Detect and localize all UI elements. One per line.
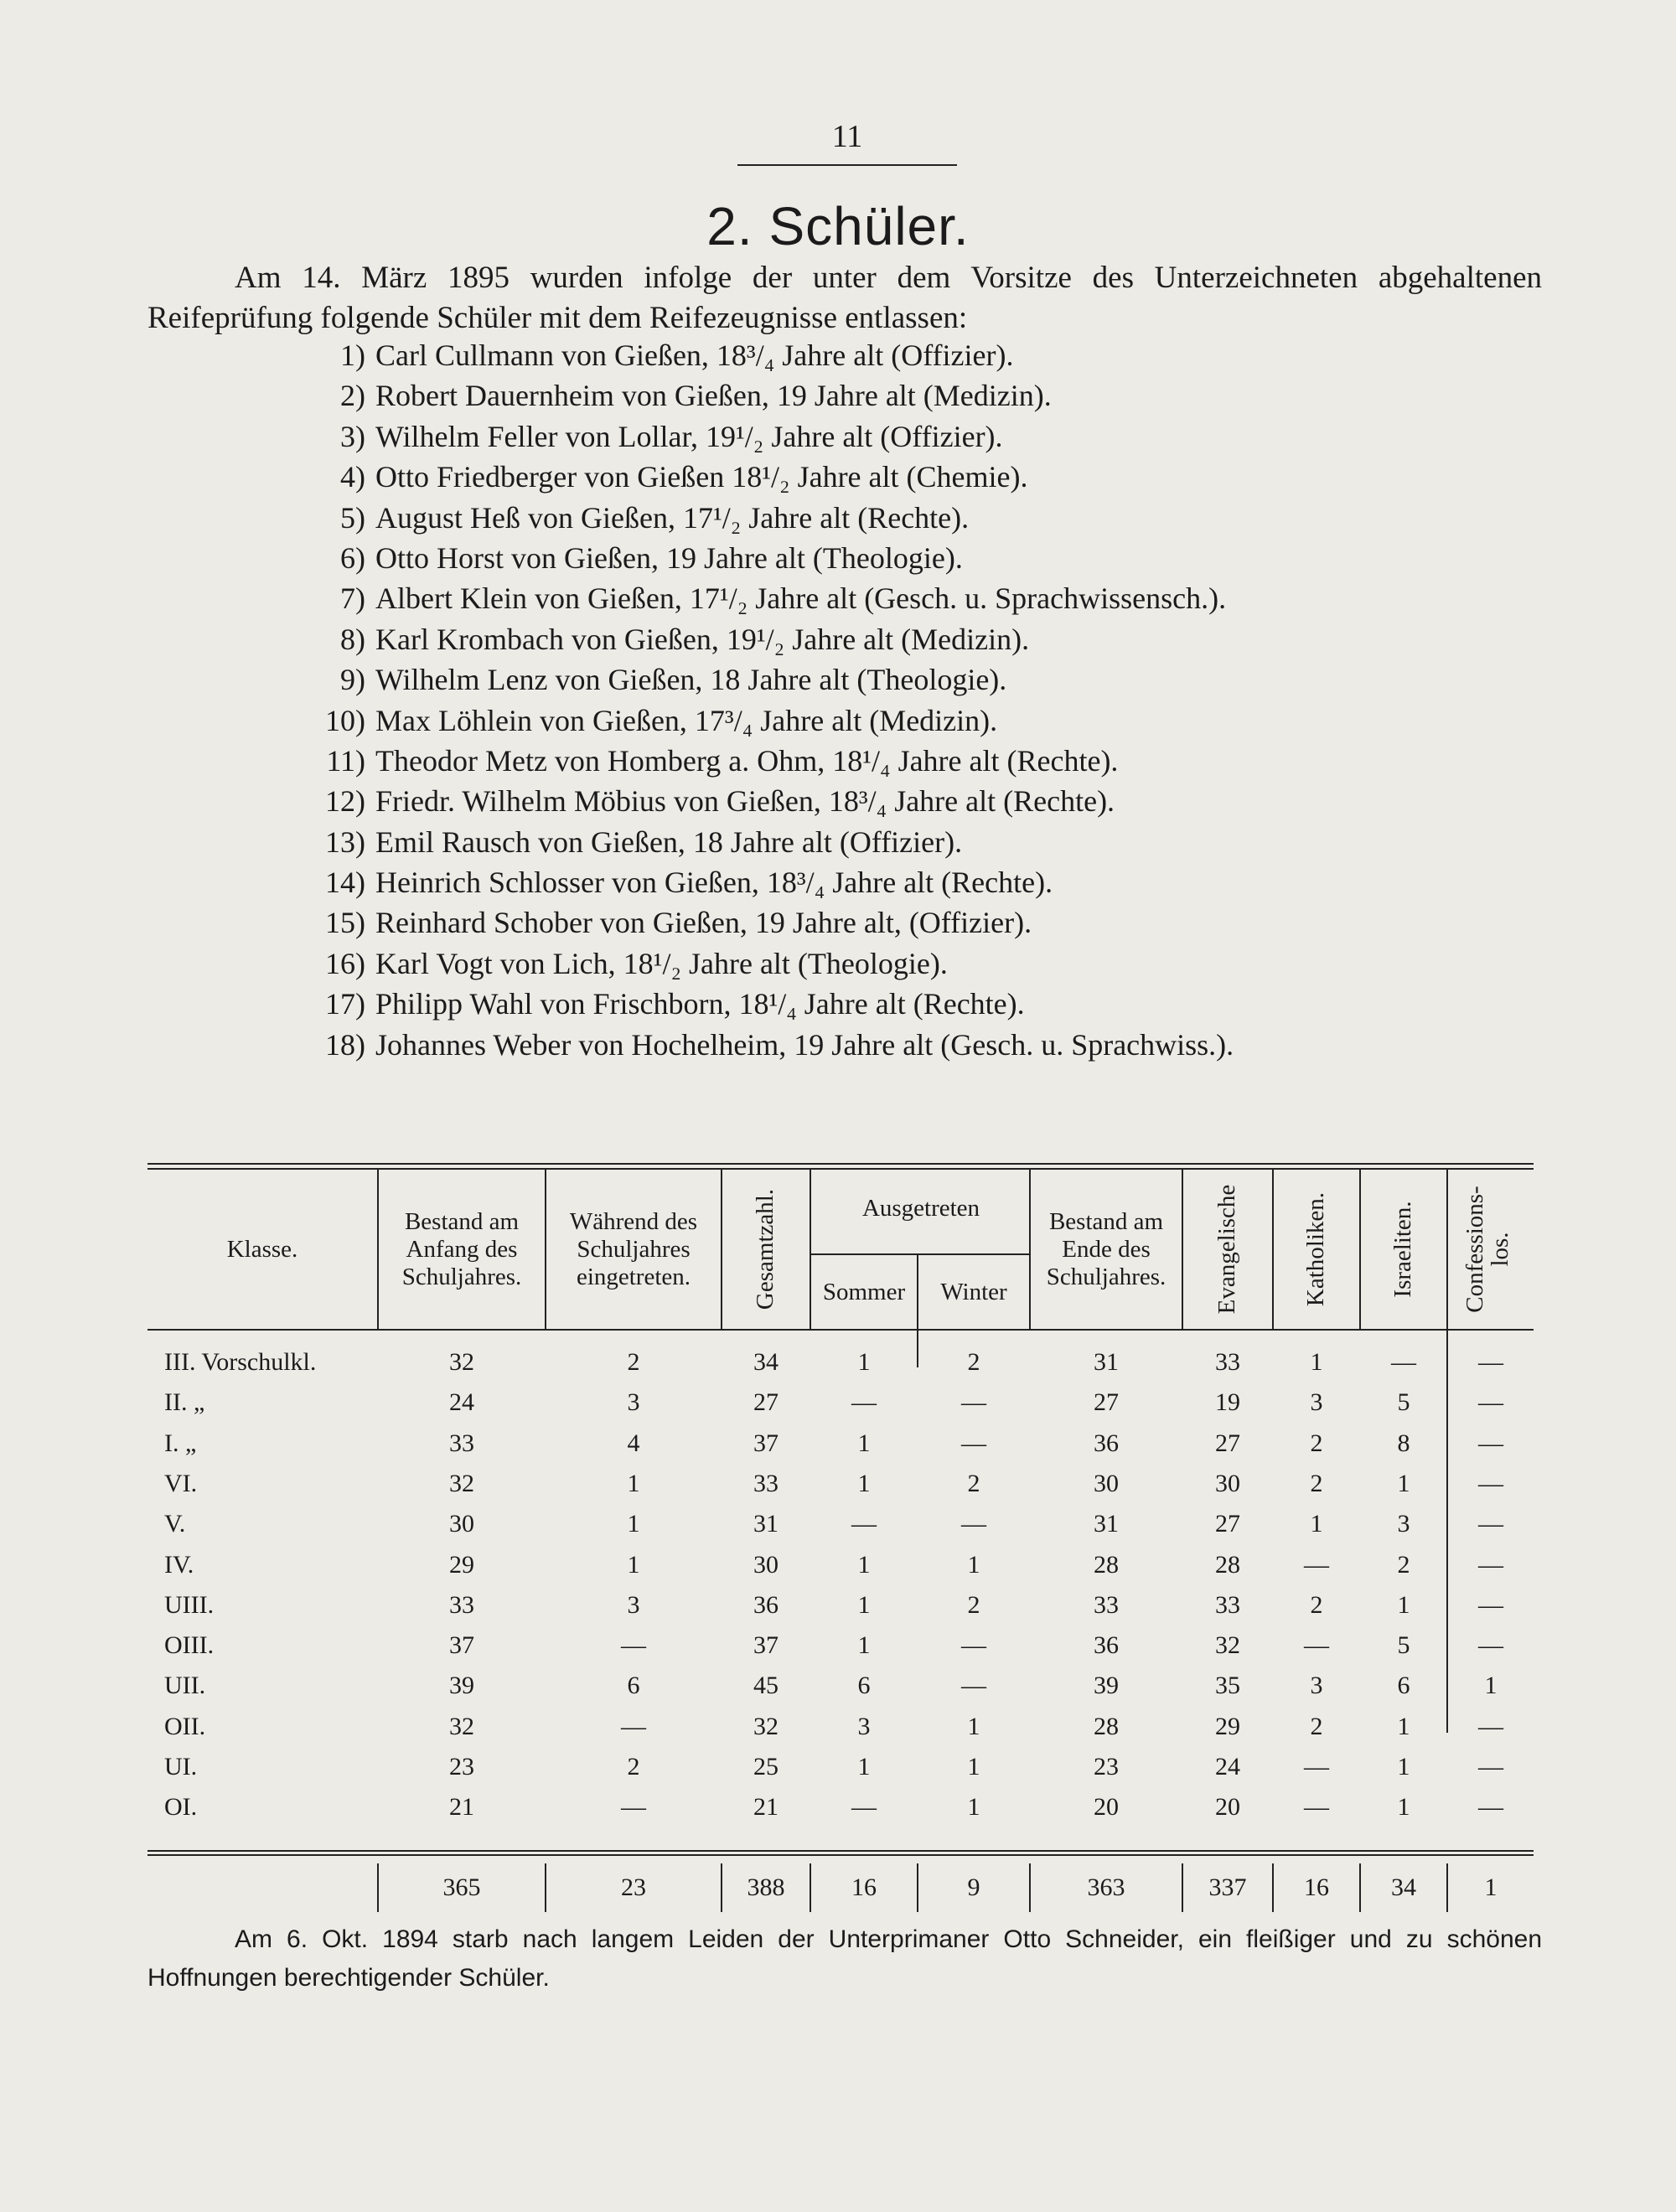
cell-katholiken: — (1304, 1753, 1329, 1780)
total-israeliten: 34 (1391, 1873, 1416, 1901)
item-text: Johannes Weber von Hochelheim, 19 Jahre alt (Gesch. u. Sprachwiss.). (375, 1027, 1234, 1062)
cell-gesamtzahl: 33 (753, 1469, 779, 1497)
cell-sommer: 1 (857, 1469, 871, 1497)
cell-evangelische: 35 (1215, 1672, 1240, 1700)
cell-gesamtzahl: 37 (753, 1429, 779, 1457)
total-bestand-anfang: 365 (442, 1873, 481, 1901)
cell-israeliten: — (1391, 1348, 1416, 1376)
cell-confessionslos: — (1478, 1631, 1503, 1660)
cell-confessionslos: — (1478, 1712, 1503, 1740)
cell-evangelische: 33 (1215, 1348, 1240, 1376)
table-row (147, 1342, 1534, 1382)
cell-bestand-ende: 31 (1094, 1348, 1119, 1376)
table-top-rule (147, 1163, 1534, 1165)
cell-winter: — (961, 1510, 986, 1538)
cell-waehrend: 6 (627, 1672, 640, 1700)
list-item (285, 943, 1542, 984)
list-item (285, 416, 1542, 457)
total-katholiken: 16 (1304, 1873, 1329, 1901)
cell-bestand-anfang: 33 (449, 1429, 474, 1457)
cell-katholiken: — (1304, 1550, 1329, 1579)
table-row (147, 1625, 1534, 1666)
cell-israeliten: 3 (1397, 1510, 1410, 1538)
item-number: 11) (326, 743, 365, 778)
statistics-table (147, 1163, 1534, 1917)
cell-bestand-ende: 39 (1094, 1672, 1119, 1700)
header-klasse: Klasse. (226, 1235, 298, 1263)
column-rule (1359, 1170, 1361, 1329)
cell-confessionslos: — (1478, 1590, 1503, 1619)
list-item (285, 902, 1542, 943)
total-confessionslos: 1 (1484, 1873, 1498, 1901)
item-number: 3) (340, 419, 365, 453)
cell-katholiken: 2 (1310, 1469, 1323, 1497)
cell-sommer: 1 (857, 1590, 871, 1619)
cell-katholiken: 2 (1310, 1590, 1323, 1619)
cell-bestand-anfang: 32 (449, 1348, 474, 1376)
cell-israeliten: 1 (1397, 1753, 1410, 1780)
cell-evangelische: 24 (1215, 1753, 1240, 1780)
cell-katholiken: 3 (1310, 1388, 1323, 1417)
table-row (147, 1504, 1534, 1544)
cell-evangelische: 27 (1215, 1429, 1240, 1457)
cell-waehrend: 1 (627, 1510, 640, 1538)
cell-confessionslos: 1 (1484, 1672, 1498, 1700)
cell-israeliten: 1 (1397, 1469, 1410, 1497)
cell-bestand-anfang: 29 (449, 1550, 474, 1579)
cell-winter: 2 (967, 1590, 980, 1619)
item-number: 12) (325, 784, 365, 819)
cell-bestand-anfang: 30 (449, 1510, 474, 1538)
item-text: Max Löhlein von Gießen, 17³/₄ Jahre alt (Medizin). (375, 703, 998, 737)
cell-gesamtzahl: 25 (753, 1753, 779, 1780)
cell-klasse: UII. (164, 1672, 206, 1700)
header-bestand-anfang: Bestand am Anfang des Schuljahres. (401, 1207, 522, 1290)
cell-israeliten: 5 (1397, 1388, 1410, 1417)
cell-gesamtzahl: 36 (753, 1590, 779, 1619)
page-number-rule (737, 164, 957, 166)
cell-winter: 2 (967, 1469, 980, 1497)
cell-waehrend: 3 (627, 1590, 640, 1619)
cell-confessionslos: — (1478, 1388, 1503, 1417)
cell-israeliten: 6 (1397, 1672, 1410, 1700)
header-sommer: Sommer (822, 1278, 906, 1305)
total-sommer: 16 (851, 1873, 877, 1901)
cell-winter: 1 (967, 1712, 980, 1740)
item-number: 17) (325, 987, 365, 1021)
total-gesamtzahl: 388 (747, 1873, 785, 1901)
cell-winter: — (961, 1672, 986, 1700)
cell-confessionslos: — (1478, 1550, 1503, 1579)
cell-bestand-ende: 23 (1094, 1753, 1119, 1780)
cell-confessionslos: — (1478, 1793, 1503, 1822)
header-israeliten: Israeliten. (1389, 1201, 1416, 1298)
list-item (285, 578, 1542, 618)
cell-confessionslos: — (1478, 1753, 1503, 1780)
cell-confessionslos: — (1478, 1469, 1503, 1497)
cell-katholiken: — (1304, 1631, 1329, 1660)
table-row (147, 1464, 1534, 1504)
item-number: 15) (325, 906, 365, 940)
list-item (285, 659, 1542, 700)
cell-israeliten: 2 (1397, 1550, 1410, 1579)
cell-confessionslos: — (1478, 1348, 1503, 1376)
list-item (285, 335, 1542, 375)
header-ausgetreten: Ausgetreten (861, 1194, 980, 1222)
column-rule (1272, 1170, 1274, 1329)
list-item (285, 822, 1542, 862)
total-winter: 9 (967, 1873, 980, 1901)
list-item (285, 700, 1542, 741)
table-row (147, 1707, 1534, 1747)
item-text: Otto Horst von Gießen, 19 Jahre alt (Theologie). (375, 540, 963, 575)
cell-evangelische: 29 (1215, 1712, 1240, 1740)
table-row (147, 1545, 1534, 1585)
total-evangelische: 337 (1208, 1873, 1247, 1901)
cell-klasse: II. „ (164, 1388, 205, 1417)
list-item (285, 741, 1542, 781)
list-item (285, 457, 1542, 497)
list-item (285, 862, 1542, 902)
cell-bestand-ende: 20 (1094, 1793, 1119, 1822)
table-row (147, 1747, 1534, 1787)
item-number: 16) (325, 946, 365, 980)
cell-evangelische: 33 (1215, 1590, 1240, 1619)
item-text: Theodor Metz von Homberg a. Ohm, 18¹/₄ Jahre alt (Rechte). (375, 743, 1119, 778)
cell-gesamtzahl: 34 (753, 1348, 779, 1376)
cell-bestand-ende: 27 (1094, 1388, 1119, 1417)
item-number: 5) (340, 500, 365, 535)
table-row (147, 1666, 1534, 1706)
cell-sommer: — (851, 1510, 877, 1538)
page-number: 11 (831, 119, 863, 154)
cell-bestand-ende: 36 (1094, 1429, 1119, 1457)
cell-israeliten: 1 (1397, 1590, 1410, 1619)
cell-bestand-anfang: 39 (449, 1672, 474, 1700)
cell-evangelische: 19 (1215, 1388, 1240, 1417)
cell-winter: — (961, 1429, 986, 1457)
table-row (147, 1787, 1534, 1827)
cell-winter: 1 (967, 1550, 980, 1579)
item-number: 8) (340, 622, 365, 656)
cell-evangelische: 27 (1215, 1510, 1240, 1538)
cell-confessionslos: — (1478, 1510, 1503, 1538)
cell-bestand-anfang: 24 (449, 1388, 474, 1417)
cell-israeliten: 1 (1397, 1793, 1410, 1822)
cell-katholiken: 1 (1310, 1348, 1323, 1376)
cell-bestand-anfang: 33 (449, 1590, 474, 1619)
cell-evangelische: 28 (1215, 1550, 1240, 1579)
item-number: 14) (325, 866, 365, 900)
cell-klasse: OII. (164, 1712, 206, 1740)
header-katholiken: Katholiken. (1302, 1191, 1329, 1307)
cell-winter: — (961, 1631, 986, 1660)
cell-katholiken: 3 (1310, 1672, 1323, 1700)
cell-gesamtzahl: 45 (753, 1672, 779, 1700)
cell-sommer: 1 (857, 1429, 871, 1457)
cell-bestand-anfang: 37 (449, 1631, 474, 1660)
cell-waehrend: 4 (627, 1429, 640, 1457)
column-rule (1182, 1170, 1183, 1329)
cell-katholiken: 1 (1310, 1510, 1323, 1538)
cell-klasse: V. (164, 1510, 186, 1538)
header-waehrend: Während des Schuljahres eingetreten. (569, 1207, 698, 1290)
item-text: Reinhard Schober von Gießen, 19 Jahre alt, (Offizier). (375, 906, 1032, 940)
header-gesamtzahl: Gesamtzahl. (752, 1188, 779, 1310)
table-row (147, 1585, 1534, 1625)
cell-winter: 1 (967, 1793, 980, 1822)
cell-sommer: — (851, 1793, 877, 1822)
cell-bestand-anfang: 21 (449, 1793, 474, 1822)
cell-israeliten: 1 (1397, 1712, 1410, 1740)
cell-waehrend: 3 (627, 1388, 640, 1417)
column-rule (721, 1170, 722, 1329)
totals-rule (147, 1850, 1534, 1852)
item-text: Albert Klein von Gießen, 17¹/₂ Jahre alt (Gesch. u. Sprachwissensch.). (375, 581, 1227, 616)
cell-winter: — (961, 1388, 986, 1417)
item-text: August Heß von Gießen, 17¹/₂ Jahre alt (Rechte). (375, 500, 970, 535)
list-item (285, 781, 1542, 821)
cell-israeliten: 8 (1397, 1429, 1410, 1457)
list-item (285, 1025, 1542, 1065)
list-item (285, 619, 1542, 659)
item-text: Friedr. Wilhelm Möbius von Gießen, 18³/₄ Jahre alt (Rechte). (375, 784, 1115, 819)
cell-katholiken: 2 (1310, 1429, 1323, 1457)
cell-klasse: OI. (164, 1793, 198, 1822)
item-text: Robert Dauernheim von Gießen, 19 Jahre alt (Medizin). (375, 379, 1052, 413)
item-text: Heinrich Schlosser von Gießen, 18³/₄ Jahre alt (Rechte). (375, 866, 1053, 900)
cell-katholiken: — (1304, 1793, 1329, 1822)
cell-klasse: UIII. (164, 1590, 215, 1619)
cell-bestand-anfang: 32 (449, 1469, 474, 1497)
cell-bestand-ende: 36 (1094, 1631, 1119, 1660)
cell-klasse: III. Vorschulkl. (164, 1348, 317, 1376)
item-text: Karl Vogt von Lich, 18¹/₂ Jahre alt (Theologie). (375, 946, 948, 980)
column-rule (1446, 1170, 1448, 1329)
totals-row (147, 1858, 1534, 1917)
cell-bestand-ende: 33 (1094, 1590, 1119, 1619)
item-number: 4) (340, 460, 365, 494)
item-number: 9) (340, 663, 365, 697)
cell-bestand-ende: 28 (1094, 1712, 1119, 1740)
cell-sommer: 3 (857, 1712, 871, 1740)
cell-waehrend: — (621, 1712, 646, 1740)
cell-sommer: 1 (857, 1550, 871, 1579)
table-row (147, 1424, 1534, 1464)
item-text: Emil Rausch von Gießen, 18 Jahre alt (Offizier). (375, 824, 963, 859)
cell-evangelische: 32 (1215, 1631, 1240, 1660)
total-waehrend: 23 (621, 1873, 646, 1901)
cell-bestand-ende: 31 (1094, 1510, 1119, 1538)
item-number: 2) (340, 379, 365, 413)
item-number: 18) (325, 1027, 365, 1062)
cell-winter: 2 (967, 1348, 980, 1376)
cell-evangelische: 20 (1215, 1793, 1240, 1822)
cell-bestand-ende: 30 (1094, 1469, 1119, 1497)
cell-gesamtzahl: 27 (753, 1388, 779, 1417)
list-item (285, 498, 1542, 538)
list-item (285, 375, 1542, 416)
cell-katholiken: 2 (1310, 1712, 1323, 1740)
item-text: Carl Cullmann von Gießen, 18³/₄ Jahre alt (Offizier). (375, 339, 1014, 372)
cell-bestand-ende: 28 (1094, 1550, 1119, 1579)
cell-gesamtzahl: 37 (753, 1631, 779, 1660)
header-bottom-rule (147, 1329, 1534, 1331)
cell-israeliten: 5 (1397, 1631, 1410, 1660)
header-winter: Winter (940, 1278, 1007, 1305)
cell-sommer: — (851, 1388, 877, 1417)
cell-bestand-anfang: 32 (449, 1712, 474, 1740)
cell-waehrend: 2 (627, 1753, 640, 1780)
item-number: 7) (340, 581, 365, 616)
cell-evangelische: 30 (1215, 1469, 1240, 1497)
cell-sommer: 1 (857, 1753, 871, 1780)
ausgetreten-sub-rule (811, 1253, 1031, 1255)
cell-sommer: 6 (857, 1672, 871, 1700)
cell-winter: 1 (967, 1753, 980, 1780)
header-confessionslos: Confessions-los. (1461, 1186, 1513, 1313)
item-text: Karl Krombach von Gießen, 19¹/₂ Jahre alt (Medizin). (375, 622, 1030, 656)
item-text: Philipp Wahl von Frischborn, 18¹/₄ Jahre alt (Rechte). (375, 987, 1025, 1021)
cell-klasse: UI. (164, 1753, 198, 1780)
cell-waehrend: 1 (627, 1550, 640, 1579)
item-number: 6) (340, 540, 365, 575)
item-number: 13) (325, 824, 365, 859)
cell-gesamtzahl: 31 (753, 1510, 779, 1538)
cell-waehrend: 2 (627, 1348, 640, 1376)
cell-waehrend: 1 (627, 1469, 640, 1497)
cell-gesamtzahl: 21 (753, 1793, 779, 1822)
cell-klasse: I. „ (164, 1429, 197, 1457)
table-row (147, 1382, 1534, 1423)
cell-klasse: IV. (164, 1550, 194, 1579)
cell-klasse: OIII. (164, 1631, 215, 1660)
cell-waehrend: — (621, 1631, 646, 1660)
list-item (285, 984, 1542, 1024)
cell-waehrend: — (621, 1793, 646, 1822)
totals-rule (147, 1854, 1534, 1856)
item-text: Wilhelm Feller von Lollar, 19¹/₂ Jahre alt (Offizier). (375, 419, 1003, 453)
list-item (285, 538, 1542, 578)
total-bestand-ende: 363 (1087, 1873, 1125, 1901)
header-evangelische: Evangelische (1213, 1184, 1240, 1315)
footnote-paragraph: Am 6. Okt. 1894 starb nach langem Leiden der Unterprimaner Otto Schneider, ein fleißiger und zu schönen Hoffnungen berechtigender Schüler. (147, 1925, 1542, 1992)
cell-confessionslos: — (1478, 1429, 1503, 1457)
item-text: Wilhelm Lenz von Gießen, 18 Jahre alt (Theologie). (375, 663, 1007, 697)
item-text: Otto Friedberger von Gießen 18¹/₂ Jahre alt (Chemie). (375, 460, 1028, 494)
cell-sommer: 1 (857, 1631, 871, 1660)
intro-paragraph: Am 14. März 1895 wurden infolge der unter dem Vorsitze des Unterzeichneten abgehaltenen Reifeprüfung folgende Schüler mit dem Reifezeugnisse entlassen: (147, 261, 1542, 335)
cell-bestand-anfang: 23 (449, 1753, 474, 1780)
section-heading: 2. Schüler. (706, 196, 970, 256)
cell-gesamtzahl: 30 (753, 1550, 779, 1579)
header-bestand-ende: Bestand am Ende des Schuljahres. (1046, 1207, 1166, 1290)
cell-klasse: VI. (164, 1469, 198, 1497)
graduate-list (285, 335, 1542, 1065)
cell-sommer: 1 (857, 1348, 871, 1376)
item-number: 1) (340, 339, 365, 372)
item-number: 10) (325, 703, 365, 737)
cell-gesamtzahl: 32 (753, 1712, 779, 1740)
